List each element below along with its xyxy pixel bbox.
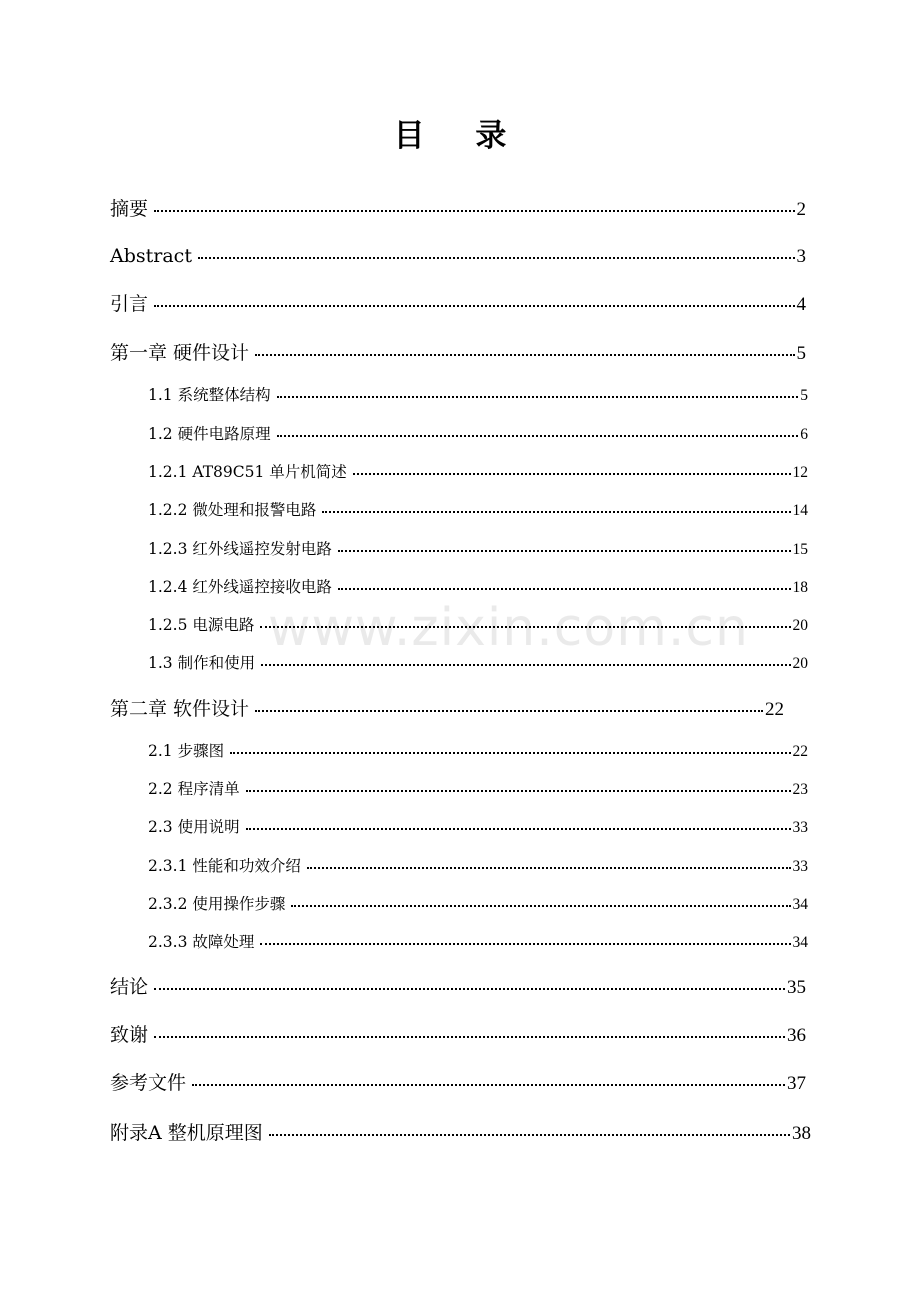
- toc-dot-leader: [260, 935, 790, 951]
- toc-entry-label: 2.3 使用说明: [148, 818, 240, 836]
- toc-dot-leader: [277, 388, 799, 404]
- toc-entry[interactable]: [148, 931, 808, 954]
- toc-dot-leader: [154, 200, 794, 219]
- toc-entry[interactable]: [148, 538, 808, 561]
- toc-entry-page-number: 14: [792, 502, 808, 519]
- toc-entry-page-number: 5: [800, 387, 808, 404]
- toc-entry-page-number: 15: [792, 541, 808, 558]
- toc-entry-label: 2.3.2 使用操作步骤: [148, 895, 286, 913]
- toc-entry-label: 结论: [110, 976, 149, 998]
- toc-entry[interactable]: [148, 423, 808, 446]
- toc-entry-page-number: 33: [792, 819, 808, 836]
- toc-dot-leader: [307, 859, 791, 875]
- toc-entry-label: 1.2.5 电源电路: [148, 616, 255, 634]
- toc-entry-label: 1.1 系统整体结构: [148, 386, 271, 404]
- page-title: 目 录: [393, 118, 527, 154]
- toc-entry[interactable]: [110, 196, 806, 223]
- toc-dot-leader: [322, 503, 790, 519]
- toc-entry[interactable]: [110, 1070, 806, 1097]
- toc-dot-leader: [269, 1124, 790, 1143]
- toc-entry[interactable]: [148, 499, 808, 522]
- toc-entry-label: 1.2 硬件电路原理: [148, 425, 271, 443]
- toc-entry-label: 2.1 步骤图: [148, 742, 225, 760]
- toc-entry-label: 致谢: [110, 1024, 149, 1046]
- toc-entry-label: 引言: [110, 293, 149, 315]
- toc-entry-label: 1.2.1 AT89C51 单片机简述: [148, 463, 347, 481]
- toc-dot-leader: [277, 427, 799, 443]
- toc-dot-leader: [154, 295, 794, 314]
- toc-entry-page-number: 23: [792, 781, 808, 798]
- toc-entry-page-number: 2: [796, 199, 806, 220]
- toc-entry[interactable]: [148, 614, 808, 637]
- toc-dot-leader: [230, 744, 790, 760]
- toc-entry[interactable]: [148, 652, 808, 675]
- toc-entry-page-number: 6: [800, 426, 808, 443]
- toc-dot-leader: [154, 978, 785, 997]
- toc-entry-label: 第二章 软件设计: [110, 698, 250, 720]
- toc-dot-leader: [198, 247, 795, 266]
- toc-entry[interactable]: [110, 1120, 811, 1147]
- toc-entry-label: 附录A 整机原理图: [110, 1122, 263, 1144]
- toc-entry[interactable]: [148, 778, 808, 801]
- toc-dot-leader: [353, 465, 791, 481]
- toc-dot-leader: [338, 542, 791, 558]
- toc-entry[interactable]: [148, 740, 808, 763]
- toc-dot-leader: [192, 1074, 785, 1093]
- toc-entry-page-number: 12: [792, 464, 808, 481]
- toc-entry[interactable]: [148, 855, 808, 878]
- toc-dot-leader: [338, 580, 791, 596]
- toc-entry[interactable]: [110, 974, 806, 1001]
- toc-entry-label: 第一章 硬件设计: [110, 342, 250, 364]
- toc-entry-label: Abstract: [110, 245, 192, 267]
- toc-entry[interactable]: [110, 340, 806, 367]
- toc-entry[interactable]: [148, 461, 808, 484]
- toc-entry[interactable]: [110, 1022, 806, 1049]
- toc-entry-page-number: 4: [796, 294, 806, 315]
- toc-entry[interactable]: [148, 384, 808, 407]
- toc-entry-page-number: 33: [792, 858, 808, 875]
- toc-entry-page-number: 5: [796, 343, 806, 364]
- toc-entry-label: 1.3 制作和使用: [148, 654, 256, 672]
- toc-dot-leader: [246, 782, 791, 798]
- toc-entry[interactable]: [110, 291, 806, 318]
- toc-entry-page-number: 35: [787, 977, 806, 998]
- toc-dot-leader: [154, 1026, 785, 1045]
- toc-entry[interactable]: [148, 893, 808, 916]
- toc-dot-leader: [255, 344, 794, 363]
- toc-entry-label: 2.2 程序清单: [148, 780, 240, 798]
- toc-dot-leader: [246, 820, 791, 836]
- toc-entry-page-number: 22: [792, 743, 808, 760]
- toc-entry-page-number: 18: [792, 579, 808, 596]
- toc-entry-label: 摘要: [110, 198, 149, 220]
- toc-entry-label: 1.2.2 微处理和报警电路: [148, 501, 317, 519]
- toc-dot-leader: [261, 656, 790, 672]
- toc-entry-page-number: 20: [792, 655, 808, 672]
- toc-dot-leader: [291, 897, 790, 913]
- toc-entry-page-number: 3: [796, 246, 806, 267]
- toc-dot-leader: [255, 700, 763, 719]
- toc-entry-page-number: 38: [792, 1123, 811, 1144]
- toc-entry-page-number: 37: [787, 1073, 806, 1094]
- toc-entry-page-number: 34: [792, 896, 808, 913]
- toc-entry-page-number: 22: [765, 699, 784, 720]
- toc-entry-page-number: 20: [792, 617, 808, 634]
- toc-dot-leader: [260, 618, 790, 634]
- toc-entry-label: 2.3.1 性能和功效介绍: [148, 857, 301, 875]
- toc-entry-label: 2.3.3 故障处理: [148, 933, 255, 951]
- toc-entry[interactable]: [148, 576, 808, 599]
- toc-entry[interactable]: [110, 243, 806, 270]
- toc-entry-label: 1.2.4 红外线遥控接收电路: [148, 578, 332, 596]
- toc-entry-page-number: 36: [787, 1025, 806, 1046]
- toc-entry[interactable]: [110, 696, 784, 723]
- toc-entry-label: 参考文件: [110, 1072, 187, 1094]
- toc-entry[interactable]: [148, 816, 808, 839]
- watermark: www.zixin.com.cn: [268, 598, 749, 658]
- toc-entry-label: 1.2.3 红外线遥控发射电路: [148, 540, 332, 558]
- toc-entry-page-number: 34: [792, 934, 808, 951]
